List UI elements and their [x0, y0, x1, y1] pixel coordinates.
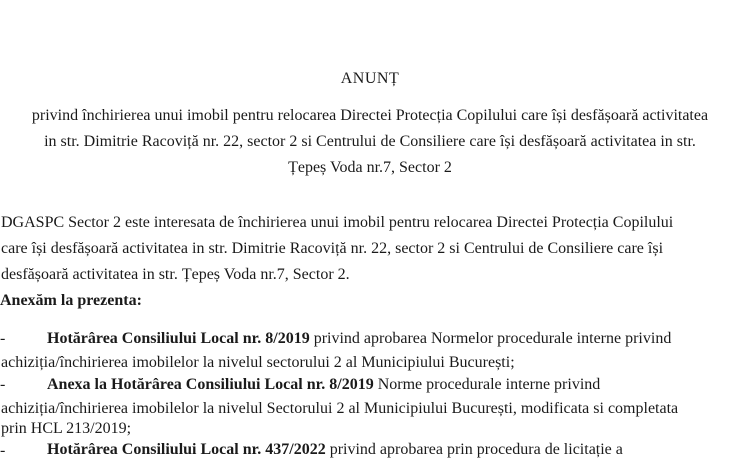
list-item-3-reference: Hotărârea Consiliului Local nr. 437/2022 — [47, 441, 326, 458]
list-item-1-description: privind aprobarea Normelor procedurale interne privind — [309, 330, 672, 347]
intro-line-1: DGASPC Sector 2 este interesata de închirierea unui imobil pentru relocarea Directei Protecția Copilului — [1, 214, 674, 231]
list-bullet: - — [0, 376, 6, 393]
list-bullet: - — [0, 442, 6, 459]
list-item-2-description: Norme procedurale interne privind — [373, 376, 601, 393]
list-bullet: - — [0, 330, 6, 347]
list-item-2-reference: Anexa la Hotărârea Consiliului Local nr. 8/2019 — [47, 376, 374, 393]
list-item-1-reference: Hotărârea Consiliului Local nr. 8/2019 — [47, 330, 310, 347]
list-item-3-description: privind aprobarea prin procedura de licitație a — [325, 441, 623, 458]
intro-line-2: care își desfășoară activitatea in str. Dimitrie Racoviță nr. 22, sector 2 si Centrului de Consiliere care își — [1, 240, 664, 257]
list-item-3-line-1 — [47, 441, 737, 459]
intro-line-3: desfășoară activitatea in str. Țepeș Voda nr.7, Sector 2. — [1, 266, 350, 283]
document-title: ANUNȚ — [340, 70, 400, 87]
subtitle-line-3: Țepeș Voda nr.7, Sector 2 — [288, 159, 452, 176]
annex-heading: Anexăm la prezenta: — [0, 292, 142, 309]
list-item-1-line-1 — [47, 330, 737, 348]
subtitle-line-2: in str. Dimitrie Racoviță nr. 22, sector 2 si Centrului de Consiliere care își desfășoară activitatea in str. — [44, 133, 696, 150]
subtitle-line-1: privind închirierea unui imobil pentru relocarea Directei Protecția Copilului care își desfășoară activitatea — [31, 107, 709, 124]
list-item-2-line-3: prin HCL 213/2019; — [1, 420, 132, 437]
list-item-2-line-1 — [47, 376, 737, 394]
list-item-1-line-2: achiziția/închirierea imobilelor la nivelul sectorului 2 al Municipiului București; — [1, 354, 515, 371]
list-item-2-line-2: achiziția/închirierea imobilelor la nivelul Sectorului 2 al Municipiului București, modificata si completata — [1, 400, 679, 417]
